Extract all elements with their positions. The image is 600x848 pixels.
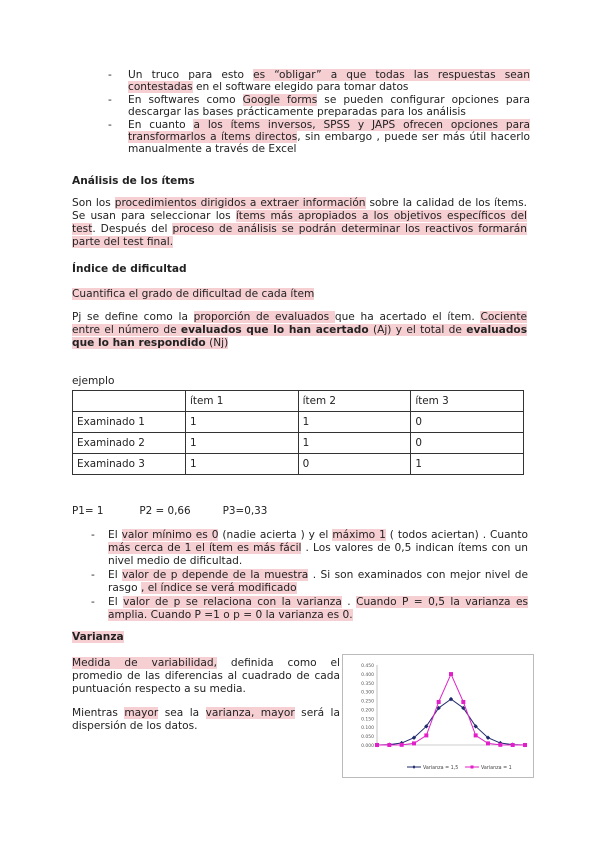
text-segment: será la dispersión de los datos. (72, 707, 340, 732)
highlighted-text: procedimientos dirigidos a extraer información (114, 197, 366, 209)
p-values (72, 505, 267, 517)
y-tick-label: 0.350 (361, 681, 374, 687)
legend-label: Varianza = 1 (481, 766, 512, 771)
table-cell: 1 (186, 454, 299, 475)
highlighted-text: valor de p se relaciona con la varianza (123, 596, 342, 608)
bullet-dash: - (91, 596, 95, 608)
analisis-paragraph (72, 197, 527, 249)
dificultad-subtitle (72, 288, 527, 301)
bullet-item (108, 119, 531, 155)
highlighted-text: valor de p depende de la muestra (122, 569, 309, 581)
table-row (73, 454, 524, 475)
table-cell: 1 (298, 433, 411, 454)
highlighted-text: valor mínimo es 0 (121, 529, 219, 541)
table-cell: Examinado 1 (73, 412, 186, 433)
y-tick-label: 0.300 (361, 690, 374, 696)
bullet-dash: - (108, 94, 112, 106)
highlighted-text: (Aj) y el total de (368, 324, 467, 336)
data-point-square (412, 741, 416, 745)
data-point-square (461, 700, 465, 704)
legend-marker (412, 765, 415, 768)
text-segment: En cuanto (128, 119, 194, 131)
series-line (377, 699, 525, 745)
table-cell: Examinado 3 (73, 454, 186, 475)
highlighted-text: Medida de variabilidad, (72, 657, 217, 669)
text-segment: (nadie acierta ) y el (218, 529, 333, 541)
text-segment: se pueden configurar opciones para descargar las bases prácticamente preparadas para los análisis (128, 94, 530, 118)
legend-label: Varianza = 1,5 (423, 766, 459, 771)
text-segment: El (108, 529, 122, 541)
table-cell: 1 (298, 412, 411, 433)
dificultad-subtitle-text: Cuantifica el grado de dificultad de cada ítem (72, 288, 315, 300)
y-tick-label: 0.250 (361, 699, 374, 705)
data-point-square (486, 741, 490, 745)
varianza-paragraph-1 (72, 657, 340, 696)
y-tick-label: 0.050 (361, 735, 374, 741)
table-cell: 0 (298, 454, 411, 475)
varianza-chart (342, 654, 534, 778)
text-segment: en el software elegido para tomar datos (192, 81, 409, 93)
table-cell: 0 (411, 433, 524, 454)
varianza-text (72, 657, 340, 733)
text-segment: , sin embargo , puede ser más útil hacerlo manualmente a través de Excel (128, 131, 531, 155)
y-tick-label: 0.450 (361, 664, 374, 669)
p-value: P2 = 0,66 (139, 505, 191, 517)
highlighted-text: más cerca de 1 el ítem es más fácil (108, 542, 302, 554)
text-segment: Pj se define como la (72, 311, 194, 323)
p-value: P1= 1 (72, 505, 104, 517)
highlighted-text: máximo 1 (332, 529, 386, 541)
bullet-dash: - (91, 569, 95, 581)
data-point-square (523, 743, 527, 747)
highlighted-text: ítems más apropiados a los objetivos específicos del test (72, 210, 527, 235)
table-header-cell (73, 391, 186, 412)
highlighted-text: , el índice se verá modificado (140, 582, 297, 594)
text-segment: sobre la calidad de los ítems. Se usan para seleccionar los (72, 197, 527, 222)
highlighted-text: evaluados que lo han acertado (180, 324, 369, 336)
data-point-square (474, 733, 478, 737)
highlighted-text: evaluados que lo han respondido (72, 324, 527, 349)
bullet-item (91, 529, 528, 568)
table-cell: Examinado 2 (73, 433, 186, 454)
bullet-item (91, 569, 528, 595)
highlighted-text: mayor (124, 707, 159, 719)
highlighted-text: proceso de análisis se podrán determinar los reactivos formarán parte del test final. (72, 223, 527, 248)
text-segment: sea la (158, 707, 206, 719)
bullet-dash: - (91, 529, 95, 541)
bullet-dash: - (108, 69, 112, 81)
text-segment: . Después del (92, 223, 173, 235)
legend-marker (471, 766, 474, 769)
highlighted-text: es “obligar” a que todas las respuestas sean contestadas (128, 69, 531, 93)
data-point-square (387, 743, 391, 747)
dificultad-bullet-list (91, 529, 528, 623)
text-segment: . Si son examinados con mejor nivel de rasgo (108, 569, 528, 594)
p-value: P3=0,33 (222, 505, 268, 517)
text-segment: . (341, 596, 357, 608)
varianza-heading (72, 631, 124, 643)
table-cell: 1 (186, 433, 299, 454)
bullet-item (91, 596, 528, 622)
text-segment: En softwares como (128, 94, 243, 106)
y-tick-label: 0.000 (361, 744, 374, 749)
dificultad-heading: Índice de dificultad (72, 263, 187, 275)
top-bullet-list (108, 69, 531, 156)
data-point-square (400, 743, 404, 747)
y-tick-label: 0.400 (361, 672, 374, 678)
y-tick-label: 0.150 (361, 717, 374, 723)
data-point-square (375, 743, 379, 747)
table-row (73, 433, 524, 454)
chart-svg (343, 655, 533, 777)
bullet-item (108, 69, 531, 93)
varianza-heading-text: Varianza (72, 631, 124, 643)
text-segment: . Los valores de 0,5 indican ítems con un nivel medio de dificultad. (108, 542, 528, 567)
varianza-paragraph-2 (72, 707, 340, 733)
highlighted-text: Cuando P = 0,5 la varianza es amplia. Cuando P =1 o p = 0 la varianza es 0. (108, 596, 528, 621)
text-segment: El (108, 596, 124, 608)
bullet-dash: - (108, 119, 112, 131)
highlighted-text: varianza, mayor (205, 707, 295, 719)
text-segment: Son los (72, 197, 115, 209)
highlighted-text: Cociente entre el número de (72, 311, 527, 336)
y-tick-label: 0.200 (361, 708, 374, 714)
example-label: ejemplo (72, 375, 115, 387)
y-tick-label: 0.100 (361, 726, 374, 732)
data-point-square (437, 700, 441, 704)
table-cell: 1 (186, 412, 299, 433)
data-point-square (511, 743, 515, 747)
bullet-item (108, 94, 530, 118)
dificultad-definition (72, 311, 527, 350)
table-header-cell: ítem 2 (298, 391, 411, 412)
highlighted-text: proporción de evaluados (193, 311, 335, 323)
analisis-heading: Análisis de los ítems (72, 175, 195, 187)
text-segment: definida como el promedio de las diferencias al cuadrado de cada puntuación respecto a su media. (72, 657, 340, 695)
data-point-square (498, 743, 502, 747)
table-cell: 0 (411, 412, 524, 433)
table-row (73, 412, 524, 433)
table-header-row (73, 391, 524, 412)
table-header-cell: ítem 1 (186, 391, 299, 412)
highlighted-text: Google forms (242, 94, 318, 106)
data-point-square (449, 672, 453, 676)
series-line (377, 674, 525, 745)
text-segment: ( todos aciertan) . Cuanto (385, 529, 528, 541)
text-segment: Mientras (72, 707, 125, 719)
table-header-cell: ítem 3 (411, 391, 524, 412)
table-cell: 1 (411, 454, 524, 475)
highlighted-text: a los ítems inversos, SPSS y JAPS ofrecen opciones para transformarlos a ítems directos (128, 119, 530, 143)
highlighted-text: (Nj) (205, 337, 229, 349)
text-segment: que ha acertado el ítem. (334, 311, 481, 323)
data-point-square (424, 733, 428, 737)
text-segment: El (108, 569, 123, 581)
text-segment: Un truco para esto (128, 69, 254, 81)
example-table (72, 390, 524, 475)
